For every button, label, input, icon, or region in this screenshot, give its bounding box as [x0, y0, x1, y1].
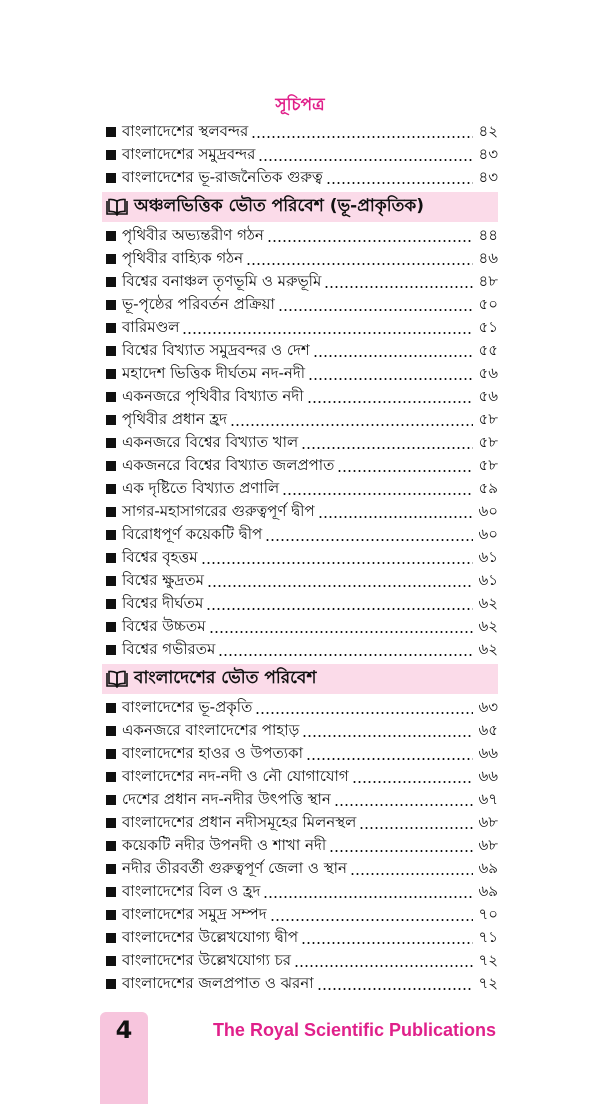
- square-bullet-icon: [106, 530, 116, 540]
- toc-entry: [106, 811, 498, 834]
- square-bullet-icon: [106, 438, 116, 448]
- toc-entry: [106, 523, 498, 546]
- dot-leader: [302, 719, 473, 742]
- toc-entry: [106, 293, 498, 316]
- toc-entry-title: বাংলাদেশের ভূ-রাজনৈতিক গুরুত্ব: [122, 168, 323, 186]
- toc-entry: [106, 362, 498, 385]
- toc-entry: [106, 949, 498, 972]
- square-bullet-icon: [106, 369, 116, 379]
- square-bullet-icon: [106, 127, 116, 137]
- square-bullet-icon: [106, 933, 116, 943]
- toc-entry: [106, 638, 498, 661]
- toc-entry-title: বিশ্বের বিখ্যাত সমুদ্রবন্দর ও দেশ: [122, 341, 310, 359]
- toc-entry-page: ৬০: [478, 525, 498, 543]
- dot-leader: [267, 224, 473, 247]
- toc-entry-page: ৪৬: [478, 249, 498, 267]
- square-bullet-icon: [106, 910, 116, 920]
- square-bullet-icon: [106, 818, 116, 828]
- toc-entry-page: ৫৫: [478, 341, 498, 359]
- toc-entry: [106, 592, 498, 615]
- toc-entry-page: ৫৮: [478, 433, 498, 451]
- publisher-name: The Royal Scientific Publications: [212, 1020, 496, 1040]
- toc-entry-page: ৬৯: [478, 882, 498, 900]
- toc-entry: [106, 926, 498, 949]
- toc-entry-page: ৬৭: [478, 790, 498, 808]
- dot-leader: [255, 696, 473, 719]
- toc-entry-page: ৬৫: [478, 721, 498, 739]
- toc-entry-title: বিশ্বের বনাঞ্চল তৃণভূমি ও মরুভূমি: [122, 272, 322, 290]
- square-bullet-icon: [106, 703, 116, 713]
- toc-entry-page: ৫৯: [478, 479, 498, 497]
- square-bullet-icon: [106, 231, 116, 241]
- toc-entry: [106, 500, 498, 523]
- dot-leader: [313, 339, 473, 362]
- toc-entry-page: ৭২: [478, 951, 498, 969]
- dot-leader: [206, 592, 473, 615]
- toc-entry-page: ৪৪: [478, 226, 498, 244]
- toc-entry-page: ৬৬: [478, 767, 498, 785]
- toc-entry-page: ৬৮: [478, 813, 498, 831]
- dot-leader: [301, 926, 473, 949]
- toc-entry: [106, 880, 498, 903]
- square-bullet-icon: [106, 772, 116, 782]
- dot-leader: [182, 316, 473, 339]
- toc-entry-title: বাংলাদেশের নদ-নদী ও নৌ যোগাযোগ: [122, 767, 349, 785]
- toc-entry-title: কয়েকটি নদীর উপনদী ও শাখা নদী: [122, 836, 327, 854]
- toc-entry: [106, 742, 498, 765]
- dot-leader: [306, 742, 473, 765]
- toc-entry-page: ৬২: [478, 617, 498, 635]
- toc-entry: [106, 247, 498, 270]
- toc-entry-title: বিশ্বের বৃহত্তম: [122, 548, 198, 566]
- toc-entry-page: ৪২: [478, 122, 498, 140]
- toc-entry-title: বাংলাদেশের উল্লেখযোগ্য চর: [122, 951, 292, 969]
- dot-leader: [359, 811, 473, 834]
- toc-entry-page: ৬৬: [478, 744, 498, 762]
- page-number: 4: [115, 1016, 133, 1044]
- toc-entry: [106, 719, 498, 742]
- square-bullet-icon: [106, 484, 116, 494]
- toc-entry-page: ৭১: [478, 928, 498, 946]
- square-bullet-icon: [106, 173, 116, 183]
- toc-entry-title: বিশ্বের দীর্ঘতম: [122, 594, 204, 612]
- toc-entry: [106, 316, 498, 339]
- square-bullet-icon: [106, 346, 116, 356]
- square-bullet-icon: [106, 507, 116, 517]
- dot-leader: [329, 834, 473, 857]
- toc-entry: [106, 696, 498, 719]
- toc-entry-page: ৬১: [478, 571, 498, 589]
- toc-entry-title: বাংলাদেশের ভূ-প্রকৃতি: [122, 698, 253, 716]
- toc-entry-page: ৭২: [478, 974, 498, 992]
- toc-entry-title: বাংলাদেশের উল্লেখযোগ্য দ্বীপ: [122, 928, 299, 946]
- dot-leader: [324, 270, 473, 293]
- toc-entry-title: বিশ্বের ক্ষুদ্রতম: [122, 571, 204, 589]
- dot-leader: [282, 477, 473, 500]
- toc-entry-title: বাংলাদেশের স্থলবন্দর: [122, 122, 249, 140]
- toc-entry-title: বিরোধপূর্ণ কয়েকটি দ্বীপ: [122, 525, 263, 543]
- dot-leader: [207, 569, 473, 592]
- toc-entry-page: ৬২: [478, 640, 498, 658]
- toc-entry-title: বাংলাদেশের জলপ্রপাত ও ঝরনা: [122, 974, 314, 992]
- toc-entry: [106, 408, 498, 431]
- toc-entry: [106, 972, 498, 995]
- toc-entry: [106, 339, 498, 362]
- square-bullet-icon: [106, 749, 116, 759]
- toc-entry: [106, 546, 498, 569]
- dot-leader: [209, 615, 473, 638]
- toc-entry-title: ভূ-পৃষ্ঠের পরিবর্তন প্রক্রিয়া: [122, 295, 275, 313]
- dot-leader: [246, 247, 473, 270]
- square-bullet-icon: [106, 979, 116, 989]
- square-bullet-icon: [106, 392, 116, 402]
- square-bullet-icon: [106, 576, 116, 586]
- square-bullet-icon: [106, 254, 116, 264]
- section-header: [102, 192, 498, 222]
- dot-leader: [326, 166, 473, 189]
- toc-entry-title: বাংলাদেশের সমুদ্রবন্দর: [122, 145, 256, 163]
- dot-leader: [230, 408, 473, 431]
- section-title: বাংলাদেশের ভৌত পরিবেশ: [134, 668, 317, 688]
- toc-entry-title: একনজরে পৃথিবীর বিখ্যাত নদী: [122, 387, 304, 405]
- dot-leader: [263, 880, 473, 903]
- toc-entry-page: ৭০: [478, 905, 498, 923]
- toc-entry-title: পৃথিবীর প্রধান হ্রদ: [122, 410, 228, 428]
- square-bullet-icon: [106, 599, 116, 609]
- dot-leader: [218, 638, 473, 661]
- square-bullet-icon: [106, 956, 116, 966]
- toc-entry-page: ৫১: [478, 318, 498, 336]
- dot-leader: [334, 788, 473, 811]
- section-header: [102, 664, 498, 694]
- toc-entry-title: বাংলাদেশের হাওর ও উপত্যকা: [122, 744, 303, 762]
- toc-entry: [106, 385, 498, 408]
- toc-entry-page: ৬০: [478, 502, 498, 520]
- toc-entry-title: বাংলাদেশের বিল ও হ্রদ: [122, 882, 261, 900]
- section-title: অঞ্চলভিত্তিক ভৌত পরিবেশ (ভূ-প্রাকৃতিক): [134, 196, 425, 216]
- toc-entry: [106, 224, 498, 247]
- toc-entry-title: একজনরে বিশ্বের বিখ্যাত জলপ্রপাত: [122, 456, 335, 474]
- toc-entry: [106, 166, 498, 189]
- dot-leader: [350, 857, 473, 880]
- square-bullet-icon: [106, 553, 116, 563]
- toc-entry-page: ৫০: [478, 295, 498, 313]
- toc-entry: [106, 143, 498, 166]
- toc-entry-title: মহাদেশ ভিত্তিক দীর্ঘতম নদ-নদী: [122, 364, 306, 382]
- toc-entry: [106, 788, 498, 811]
- toc-entry-page: ৪৩: [478, 168, 498, 186]
- dot-leader: [317, 972, 473, 995]
- square-bullet-icon: [106, 415, 116, 425]
- toc-entry-page: ৬৮: [478, 836, 498, 854]
- toc-entry-page: ৬৯: [478, 859, 498, 877]
- square-bullet-icon: [106, 622, 116, 632]
- dot-leader: [278, 293, 473, 316]
- toc-entry-title: বিশ্বের উচ্চতম: [122, 617, 206, 635]
- toc-entry-title: এক দৃষ্টিতে বিখ্যাত প্রণালি: [122, 479, 280, 497]
- toc-entry-title: একনজরে বিশ্বের বিখ্যাত খাল: [122, 433, 299, 451]
- toc-entry: [106, 569, 498, 592]
- square-bullet-icon: [106, 887, 116, 897]
- dot-leader: [265, 523, 473, 546]
- square-bullet-icon: [106, 461, 116, 471]
- toc-entry-page: ৬৩: [478, 698, 498, 716]
- toc-entry-title: বারিমণ্ডল: [122, 318, 180, 336]
- square-bullet-icon: [106, 864, 116, 874]
- toc-entry-title: পৃথিবীর অভ্যন্তরীণ গঠন: [122, 226, 264, 244]
- square-bullet-icon: [106, 726, 116, 736]
- toc-entry-page: ৪৩: [478, 145, 498, 163]
- toc-entry: [106, 615, 498, 638]
- dot-leader: [258, 143, 473, 166]
- square-bullet-icon: [106, 300, 116, 310]
- square-bullet-icon: [106, 795, 116, 805]
- toc-entry: [106, 834, 498, 857]
- square-bullet-icon: [106, 323, 116, 333]
- toc-entry-title: দেশের প্রধান নদ-নদীর উৎপত্তি স্থান: [122, 790, 331, 808]
- toc-entry: [106, 270, 498, 293]
- toc-entry-title: পৃথিবীর বাহ্যিক গঠন: [122, 249, 244, 267]
- dot-leader: [301, 431, 473, 454]
- dot-leader: [294, 949, 473, 972]
- toc-entry-title: একনজরে বাংলাদেশের পাহাড়: [122, 721, 300, 739]
- dot-leader: [308, 362, 473, 385]
- toc-entry-page: ৬২: [478, 594, 498, 612]
- square-bullet-icon: [106, 645, 116, 655]
- toc-entry-page: ৬১: [478, 548, 498, 566]
- toc-entry-page: ৪৮: [478, 272, 498, 290]
- dot-leader: [270, 903, 473, 926]
- toc-entry: [106, 431, 498, 454]
- toc-entry-page: ৫৮: [478, 456, 498, 474]
- square-bullet-icon: [106, 150, 116, 160]
- dot-leader: [318, 500, 473, 523]
- toc-entry: [106, 765, 498, 788]
- toc-entry-title: বাংলাদেশের সমুদ্র সম্পদ: [122, 905, 267, 923]
- toc-entry: [106, 903, 498, 926]
- toc-entry: [106, 454, 498, 477]
- square-bullet-icon: [106, 277, 116, 287]
- toc-entry-page: ৫৬: [478, 387, 498, 405]
- page-title: সূচিপত্র: [275, 95, 325, 115]
- dot-leader: [201, 546, 473, 569]
- toc-entry-page: ৫৬: [478, 364, 498, 382]
- dot-leader: [337, 454, 473, 477]
- dot-leader: [352, 765, 473, 788]
- toc-entry: [106, 120, 498, 143]
- open-book-icon: [106, 670, 128, 688]
- dot-leader: [251, 120, 473, 143]
- open-book-icon: [106, 198, 128, 216]
- toc-entry-page: ৫৮: [478, 410, 498, 428]
- toc-entry-title: বিশ্বের গভীরতম: [122, 640, 216, 658]
- toc-entry-title: সাগর-মহাসাগরের গুরুত্বপূর্ণ দ্বীপ: [122, 502, 315, 520]
- toc-entry: [106, 857, 498, 880]
- toc-entry: [106, 477, 498, 500]
- table-of-contents: [106, 120, 498, 995]
- square-bullet-icon: [106, 841, 116, 851]
- toc-entry-title: নদীর তীরবর্তী গুরুত্বপূর্ণ জেলা ও স্থান: [122, 859, 347, 877]
- dot-leader: [307, 385, 473, 408]
- toc-entry-title: বাংলাদেশের প্রধান নদীসমূহের মিলনস্থল: [122, 813, 357, 831]
